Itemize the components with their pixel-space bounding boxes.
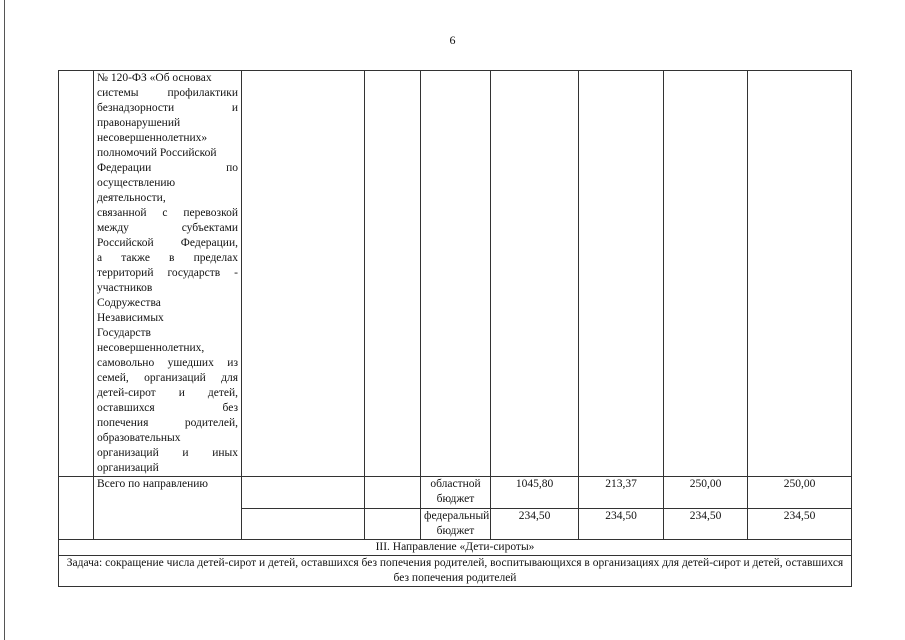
table-row-section [59, 540, 852, 556]
cell-empty [664, 71, 748, 477]
table-row-description [59, 71, 852, 477]
page-number: 6 [449, 33, 456, 47]
table-row-task [59, 556, 852, 587]
cell-empty [748, 71, 852, 477]
cell-empty [242, 477, 365, 509]
cell-empty [365, 477, 421, 509]
cell-number [59, 477, 94, 540]
cell-empty [365, 71, 421, 477]
program-table [58, 70, 852, 587]
funding-source: федеральный бюджет [421, 509, 491, 540]
cell-empty [491, 71, 579, 477]
value-cell: 1045,80 [491, 477, 579, 509]
value-cell: 213,37 [579, 477, 664, 509]
table-row-total-regional [59, 477, 852, 509]
cell-empty [365, 509, 421, 540]
total-label: Всего по направлению [94, 477, 242, 540]
cell-number [59, 71, 94, 477]
cell-empty [579, 71, 664, 477]
value-cell: 234,50 [491, 509, 579, 540]
cell-empty [421, 71, 491, 477]
cell-description: № 120-ФЗ «Об основах системы профилактики безнадзорности и правонарушений несовершеннолетних» полномочий Российской Федерации по осуществлению деятельности, связанной с перевозкой между субъектами Российской Федерации, а также в пределах территорий государств - участников Содружества Независимых Государств несовершеннолетних, самовольно ушедших из семей, организаций для детей-сирот и детей, оставшихся без попечения родителей, образовательных организаций и иных организаций [94, 71, 242, 477]
cell-empty [242, 71, 365, 477]
cell-empty [242, 509, 365, 540]
value-cell: 234,50 [748, 509, 852, 540]
value-cell: 234,50 [664, 509, 748, 540]
value-cell: 250,00 [748, 477, 852, 509]
funding-source: областной бюджет [421, 477, 491, 509]
value-cell: 250,00 [664, 477, 748, 509]
page-left-edge [4, 0, 5, 640]
value-cell: 234,50 [579, 509, 664, 540]
section-header: III. Направление «Дети-сироты» [59, 540, 852, 556]
task-text: Задача: сокращение числа детей-сирот и детей, оставшихся без попечения родителей, воспитывающихся в организациях для детей-сирот и детей, оставшихся без попечения родителей [59, 556, 852, 587]
